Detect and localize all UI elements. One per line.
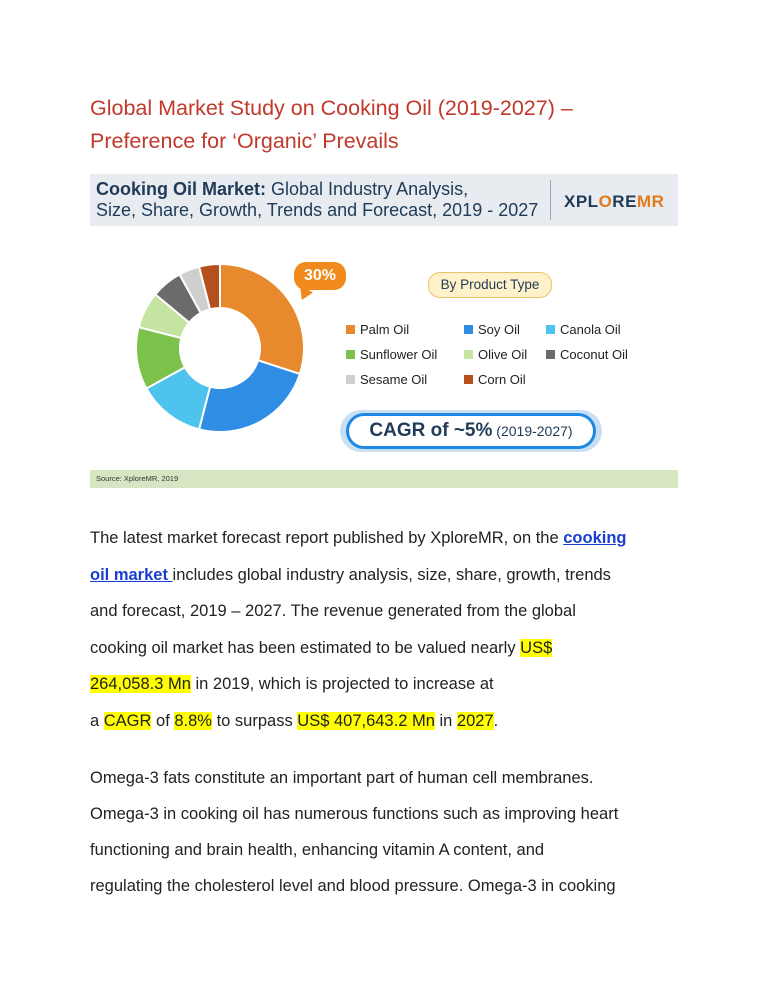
text-run: in 2019, which is projected to increase at xyxy=(190,675,494,693)
text-run: cooking oil market has been estimated to be valued nearly xyxy=(90,638,521,657)
legend-item-sesame-oil xyxy=(346,372,427,387)
source-note: Source: XploreMR, 2019 xyxy=(90,470,678,488)
legend-label: Sesame Oil xyxy=(360,372,428,387)
legend-label: Canola Oil xyxy=(560,322,621,337)
legend-swatch xyxy=(464,350,473,359)
p2-line-4: regulating the cholesterol level and blood pressure. Omega-3 in cooking xyxy=(90,877,616,895)
infographic-header-line-2: Size, Share, Growth, Trends and Forecast, 2019 - 2027 xyxy=(96,200,539,220)
text-run: a xyxy=(90,711,104,730)
highlight-rate: 8.8% xyxy=(174,711,212,730)
legend-swatch xyxy=(346,375,355,384)
legend-label: Coconut Oil xyxy=(560,347,628,362)
legend-label: Soy Oil xyxy=(478,322,520,337)
p1-line-6 xyxy=(90,703,690,740)
legend-swatch xyxy=(546,325,555,334)
text-run: of xyxy=(151,711,175,730)
product-type-donut-chart xyxy=(134,262,306,434)
paragraph-omega-3 xyxy=(90,760,690,904)
text-run: . xyxy=(493,711,499,730)
text-run: to surpass xyxy=(211,711,298,730)
text-run: The latest market forecast report published by XploreMR, on the xyxy=(90,529,564,547)
p1-line-3: and forecast, 2019 – 2027. The revenue generated from the global xyxy=(90,602,576,620)
legend-item-olive-oil xyxy=(464,347,527,362)
donut-slice-soy-oil xyxy=(199,360,300,432)
cagr-value: CAGR of ~5% xyxy=(369,420,493,441)
p2-line-3: functioning and brain health, enhancing vitamin A content, and xyxy=(90,841,545,859)
document-title xyxy=(90,92,690,158)
infographic-header-line-1 xyxy=(96,179,468,200)
xploremr-logo xyxy=(564,192,664,212)
legend-item-soy-oil xyxy=(464,322,520,337)
legend-item-palm-oil xyxy=(346,322,409,337)
text-run: in xyxy=(434,711,457,730)
highlight-2027-value: US$ 407,643.2 Mn xyxy=(297,711,435,730)
cooking-oil-market-link-cont[interactable]: oil market xyxy=(90,565,173,584)
legend-item-corn-oil xyxy=(464,372,526,387)
logo-text-a: XPL xyxy=(564,192,599,211)
legend-label: Palm Oil xyxy=(360,322,410,337)
cagr-years: (2019-2027) xyxy=(492,423,573,439)
legend-swatch xyxy=(464,325,473,334)
text-run: includes global industry analysis, size, share, growth, trends xyxy=(172,565,611,584)
p2-line-2: Omega-3 in cooking oil has numerous functions such as improving heart xyxy=(90,805,619,823)
highlight-usd: US$ xyxy=(520,638,553,657)
donut-slice-palm-oil xyxy=(220,264,304,374)
cagr-callout-text xyxy=(346,413,596,449)
palm-oil-share-badge: 30% xyxy=(294,262,346,290)
cagr-callout xyxy=(340,410,602,452)
legend-swatch xyxy=(464,375,473,384)
p1-line-4 xyxy=(90,630,690,667)
legend-swatch xyxy=(546,350,555,359)
p1-line-5 xyxy=(90,666,690,703)
p1-line-2 xyxy=(90,557,690,594)
by-product-type-label: By Product Type xyxy=(428,272,552,298)
legend-swatch xyxy=(346,350,355,359)
p1-line-1 xyxy=(90,520,690,557)
legend-item-coconut-oil xyxy=(546,347,628,362)
legend-item-canola-oil xyxy=(546,322,621,337)
legend-label: Olive Oil xyxy=(478,347,528,362)
header-rest-text: Global Industry Analysis, xyxy=(266,179,469,199)
legend-label: Corn Oil xyxy=(478,372,526,387)
cooking-oil-market-link[interactable]: cooking xyxy=(563,529,627,547)
title-line-1: Global Market Study on Cooking Oil (2019-2027) – xyxy=(90,96,573,120)
header-bold-text: Cooking Oil Market: xyxy=(96,179,267,199)
legend-item-sunflower-oil xyxy=(346,347,437,362)
highlight-cagr: CAGR xyxy=(103,711,152,730)
market-infographic xyxy=(90,174,678,490)
logo-text-mr: MR xyxy=(636,192,665,211)
infographic-header xyxy=(90,174,678,226)
highlight-year: 2027 xyxy=(456,711,494,730)
title-line-2: Preference for ‘Organic’ Prevails xyxy=(90,129,399,153)
header-divider xyxy=(550,180,551,220)
legend-label: Sunflower Oil xyxy=(360,347,438,362)
paragraph-market-summary xyxy=(90,520,690,739)
legend-swatch xyxy=(346,325,355,334)
logo-text-o: O xyxy=(598,192,613,211)
logo-text-re: RE xyxy=(612,192,637,211)
p2-line-1: Omega-3 fats constitute an important part of human cell membranes. xyxy=(90,769,594,787)
highlight-2019-value: 264,058.3 Mn xyxy=(90,675,191,693)
